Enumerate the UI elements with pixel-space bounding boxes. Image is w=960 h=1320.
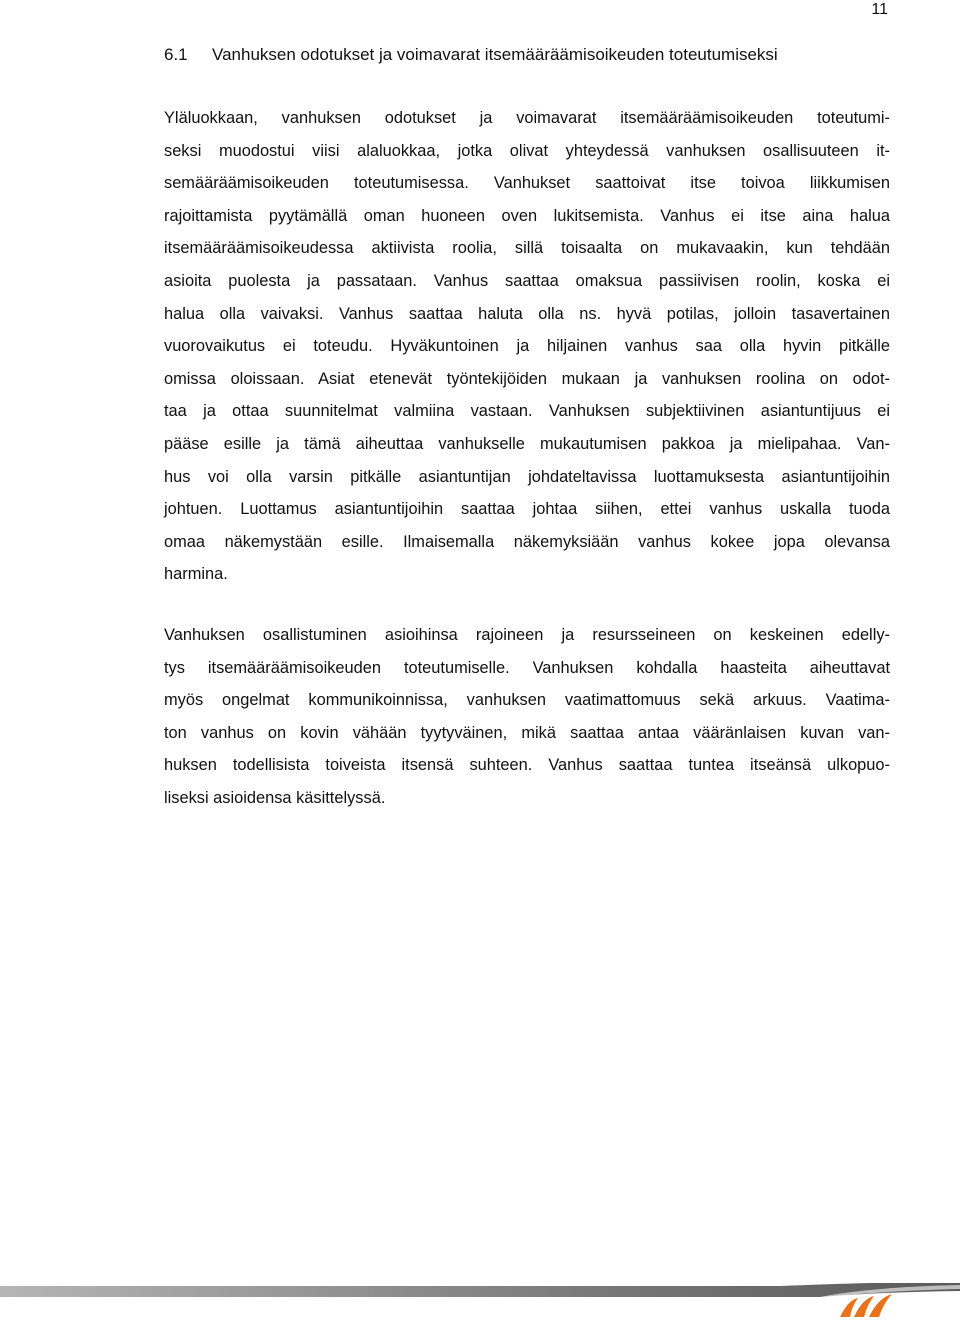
paragraph-line: Yläluokkaan, vanhuksen odotukset ja voimavarat itsemääräämisoikeuden toteutumi- <box>164 109 890 127</box>
paragraph-line: pääse esille ja tämä aiheuttaa vanhukselle mukautumisen pakkoa ja mielipahaa. Van- <box>164 434 890 453</box>
footer-bar <box>0 1283 960 1297</box>
paragraph-line: Vanhuksen osallistuminen asioihinsa rajoineen ja resursseineen on keskeinen edelly- <box>164 626 890 644</box>
paragraph-line: myös ongelmat kommunikoinnissa, vanhuksen vaatimattomuus sekä arkuus. Vaatima- <box>164 691 890 710</box>
section-heading <box>164 44 904 66</box>
paragraph-line: halua olla vaivaksi. Vanhus saattaa haluta olla ns. hyvä potilas, jolloin tasavertainen <box>164 304 890 323</box>
paragraph-line: omaa näkemystään esille. Ilmaisemalla näkemyksiään vanhus kokee jopa olevansa <box>164 532 890 551</box>
section-number: 6.1 <box>164 45 188 64</box>
paragraph-line: rajoittamista pyytämällä oman huoneen oven lukitsemista. Vanhus ei itse aina halua <box>164 206 890 225</box>
paragraph-line: ton vanhus on kovin vähään tyytyväinen, mikä saattaa antaa vääränlaisen kuvan van- <box>164 723 890 742</box>
orange-swoosh-logo-icon <box>836 1290 896 1320</box>
paragraph-line: harmina. <box>164 565 228 584</box>
paragraph-line: itsemääräämisoikeudessa aktiivista roolia, sillä toisaalta on mukavaakin, kun tehdään <box>164 239 890 258</box>
paragraph-line: seksi muodostui viisi alaluokkaa, jotka olivat yhteydessä vanhuksen osallisuuteen it- <box>164 141 890 160</box>
paragraph-line: tys itsemääräämisoikeuden toteutumiselle. Vanhuksen kohdalla haasteita aiheuttavat <box>164 658 890 677</box>
paragraph-1 <box>164 102 890 591</box>
section-title: Vanhuksen odotukset ja voimavarat itsemääräämisoikeuden toteutumiseksi <box>212 45 778 64</box>
paragraph-2 <box>164 619 890 815</box>
paragraph-line: liseksi asioidensa käsittelyssä. <box>164 788 386 807</box>
paragraph-line: asioita puolesta ja passataan. Vanhus saattaa omaksua passiivisen roolin, koska ei <box>164 271 890 290</box>
page-number: 11 <box>871 1 888 18</box>
paragraph-line: semääräämisoikeuden toteutumisessa. Vanhukset saattoivat itse toivoa liikkumisen <box>164 174 890 193</box>
paragraph-line: omissa oloissaan. Asiat etenevät työntekijöiden mukaan ja vanhuksen roolina on odot- <box>164 369 890 388</box>
paragraph-line: vuorovaikutus ei toteudu. Hyväkuntoinen ja hiljainen vanhus saa olla hyvin pitkälle <box>164 337 890 356</box>
paragraph-line: taa ja ottaa suunnitelmat valmiina vastaan. Vanhuksen subjektiivinen asiantuntijuus ei <box>164 402 890 421</box>
paragraph-line: hus voi olla varsin pitkälle asiantuntijan johdateltavissa luottamuksesta asiantuntijoihin <box>164 467 890 486</box>
paragraph-line: huksen todellisista toiveista itsensä suhteen. Vanhus saattaa tuntea itseänsä ulkopuo- <box>164 756 890 775</box>
paragraph-line: johtuen. Luottamus asiantuntijoihin saattaa johtaa siihen, ettei vanhus uskalla tuoda <box>164 500 890 519</box>
